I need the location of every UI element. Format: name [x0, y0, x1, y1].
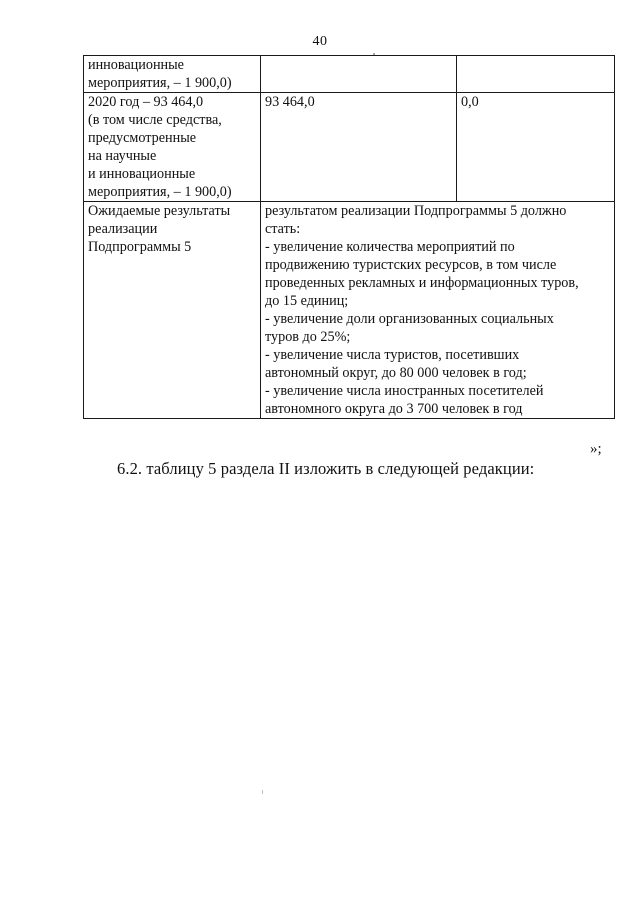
table-cell: [457, 93, 615, 202]
results-text: результатом реализации Подпрограммы 5 должно стать: - увеличение количества мероприятий по продвижению туристских ресурсов, в том числе проведенных рекламных и информационных туров, до 15 единиц; - увеличение доли организованных социальных туров до 25%; - увеличение числа туристов, посетивших автономный округ, до 80 000 человек в год; - увеличение числа иностранных посетителей автономного округа до 3 700 человек в год: [265, 203, 579, 417]
table-row: [84, 56, 615, 93]
closing-quote: »;: [590, 441, 602, 457]
table-cell: [261, 202, 615, 419]
budget-table: [83, 55, 615, 419]
cell-text: инновационные мероприятия, – 1 900,0): [88, 57, 232, 91]
cell-text: 93 464,0: [265, 94, 315, 110]
table-cell: [84, 202, 261, 419]
table-cell: [261, 93, 457, 202]
table-row: [84, 202, 615, 419]
paragraph-text: 6.2. таблицу 5 раздела II изложить в следующей редакции:: [117, 459, 535, 478]
table-cell: [84, 56, 261, 93]
table-cell: [261, 56, 457, 93]
table-cell: [84, 93, 261, 202]
table-cell: [457, 56, 615, 93]
page-number: 40: [312, 34, 328, 49]
cell-text: 0,0: [461, 94, 479, 110]
table-row: [84, 93, 615, 202]
results-label: Ожидаемые результаты реализации Подпрограммы 5: [88, 203, 231, 255]
cell-text: 2020 год – 93 464,0 (в том числе средства, предусмотренные на научные и инновационные мероприятия, – 1 900,0): [88, 94, 232, 200]
scan-mark: [262, 790, 263, 794]
